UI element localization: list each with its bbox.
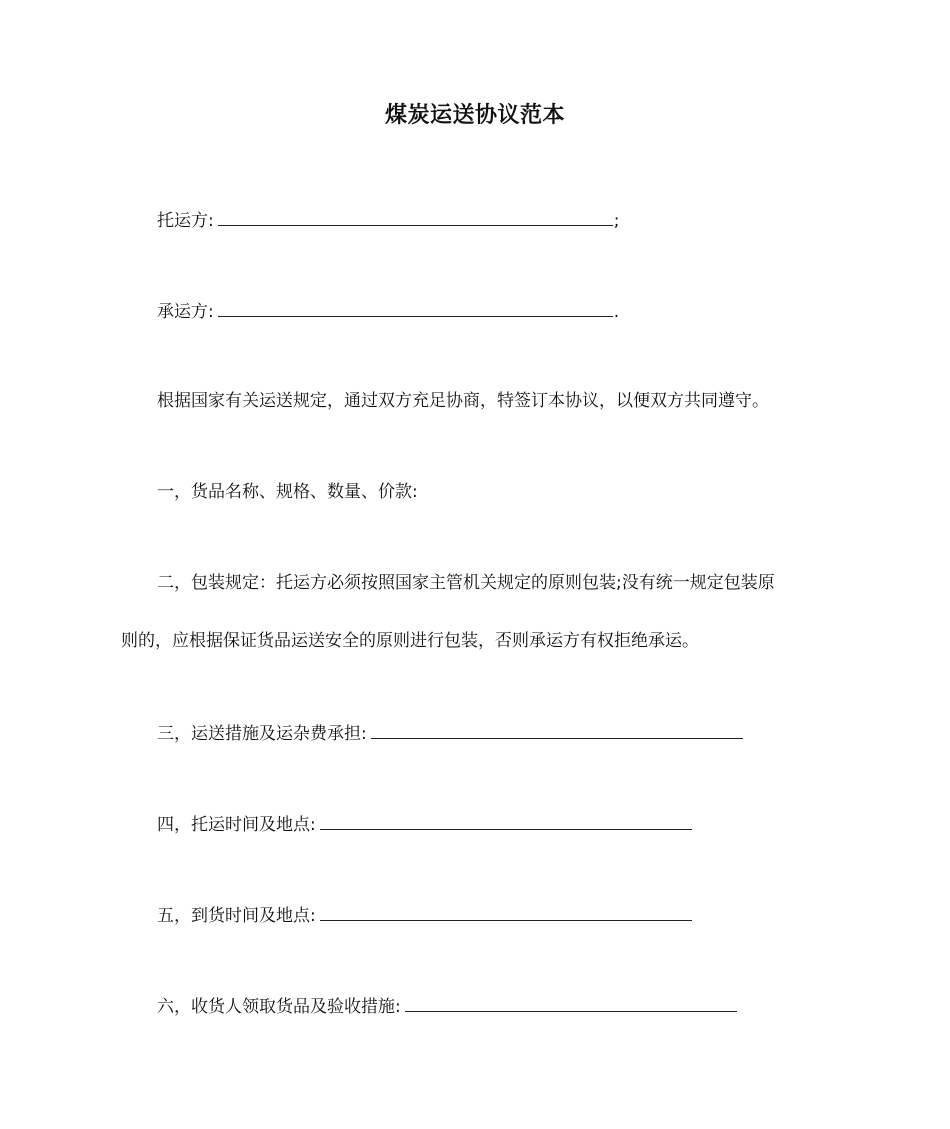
- carrier-label: 承运方:: [157, 302, 214, 322]
- clause-3-blank[interactable]: [371, 720, 743, 739]
- consignor-line: [157, 207, 619, 233]
- clause-4-line: [157, 811, 692, 837]
- carrier-blank[interactable]: [218, 298, 613, 317]
- clause-5-line: [157, 902, 692, 928]
- clause-4-blank[interactable]: [320, 811, 692, 830]
- clause-4-label: 四，托运时间及地点:: [157, 815, 316, 835]
- carrier-tail: .: [613, 302, 620, 322]
- clause-1: 一，货品名称、规格、数量、价款:: [157, 482, 418, 502]
- clause-3-line: [157, 720, 743, 746]
- document-title: 煤炭运送协议范本: [384, 103, 565, 128]
- carrier-line: [157, 298, 619, 324]
- clause-6-blank[interactable]: [405, 993, 737, 1012]
- consignor-blank[interactable]: [218, 207, 613, 226]
- consignor-label: 托运方:: [157, 211, 214, 231]
- clause-5-label: 五，到货时间及地点:: [157, 906, 316, 926]
- clause-2-line-2: 则的，应根据保证货品运送安全的原则进行包装，否则承运方有权拒绝承运。: [121, 631, 699, 651]
- clause-6-label: 六，收货人领取货品及验收措施:: [157, 997, 401, 1017]
- clause-5-blank[interactable]: [320, 902, 692, 921]
- clause-3-label: 三，运送措施及运杂费承担:: [157, 724, 367, 744]
- clause-2-line-1: 二，包装规定：托运方必须按照国家主管机关规定的原则包装;没有统一规定包装原: [157, 573, 775, 593]
- consignor-tail: ;: [613, 211, 620, 231]
- intro-paragraph: 根据国家有关运送规定，通过双方充足协商，特签订本协议，以便双方共同遵守。: [157, 391, 769, 411]
- clause-6-line: [157, 993, 737, 1019]
